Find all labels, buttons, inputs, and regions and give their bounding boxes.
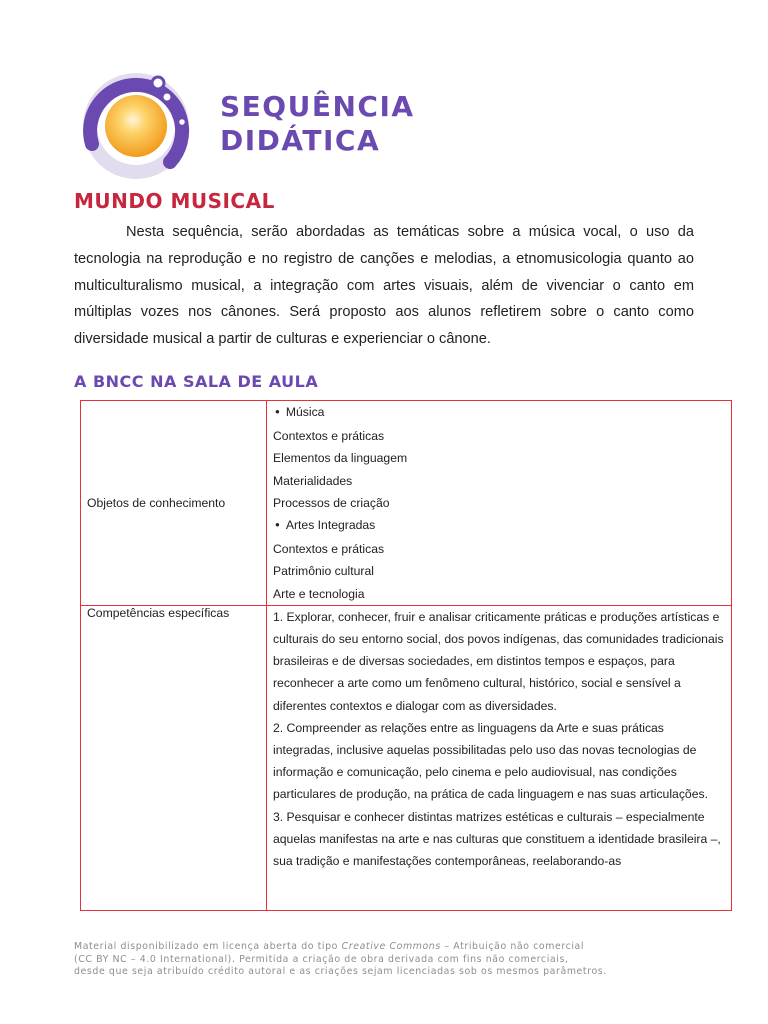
footer-line-1-end: – Atribuição não comercial [440,941,585,952]
bncc-title: A BNCC NA SALA DE AULA [74,372,319,391]
logo-title-line1: SEQUÊNCIA [220,90,415,123]
logo-title-line2: DIDÁTICA [220,124,381,157]
competencia-2: 2. Compreender as relações entre as linguagens da Arte e suas práticas integradas, inclusive aquelas possibilitadas pelo uso das novas tecnologias de informação e comunicação, pelo cinema e pelo audiovisual, nas condições particulares de produção, na prática de cada linguagem e nas suas articulações. [273,720,708,802]
sequencia-didatica-logo [74,66,198,180]
bncc-table [80,400,732,911]
intro-paragraph: Nesta sequência, serão abordadas as temáticas sobre a música vocal, o uso da tecnologia na reprodução e no registro de canções e melodias, a etnomusicologia quanto ao multiculturalismo musical, a integração com artes visuais, além de vivenciar o canto em múltiplas vozes nos cânones. Será proposto aos alunos refletirem sobre o canto como diversidade musical a partir de culturas e experienciar o cânone. [74,224,694,348]
list-item: Processos de criação [273,495,390,510]
table-row [81,401,732,606]
competencia-1: 1. Explorar, conhecer, fruir e analisar criticamente práticas e produções artísticas e culturais do seu entorno social, dos povos indígenas, das comunidades tradicionais brasileiras e de diversas sociedades, em distintos tempos e espaços, para reconhecer a arte como um fenômeno cultural, histórico, social e sensível a diferentes contextos e dialogar com as diversidades. [273,609,724,713]
list-item: Elementos da linguagem [273,451,408,466]
list-item: Arte e tecnologia [273,586,365,601]
footer-line-3: desde que seja atribuído crédito autoral e as criações sejam licenciadas sob os mesmos parâmetros. [74,966,607,978]
logo-title [220,90,415,158]
objetos-list [267,401,732,606]
list-item: Patrimônio cultural [273,564,374,579]
competencias-text [267,605,732,910]
section-title: MUNDO MUSICAL [74,189,275,213]
list-item: Contextos e práticas [273,429,385,444]
footer-line-1-start: Material disponibilizado em licença aberta do tipo [74,941,342,952]
list-item: Materialidades [273,473,353,488]
list-item: ● Artes Integradas [273,514,725,538]
list-item: ● Música [273,401,725,425]
row-label-objetos: Objetos de conhecimento [81,401,267,606]
footer-line-2: (CC BY NC – 4.0 International). Permitida a criação de obra derivada com fins não comerciais, [74,953,569,965]
footer-cc-name: Creative Commons [341,941,441,952]
footer-line-1 [74,941,714,954]
competencia-3: 3. Pesquisar e conhecer distintas matrizes estéticas e culturais – especialmente aquelas manifestas na arte e nas culturas que constituem a identidade brasileira –, sua tradição e manifestações contemporâneas, reelaborando-as [273,809,721,869]
table-row [81,605,732,910]
license-footer [74,941,714,979]
list-item: Contextos e práticas [273,542,385,557]
row-label-competencias: Competências específicas [81,605,267,910]
